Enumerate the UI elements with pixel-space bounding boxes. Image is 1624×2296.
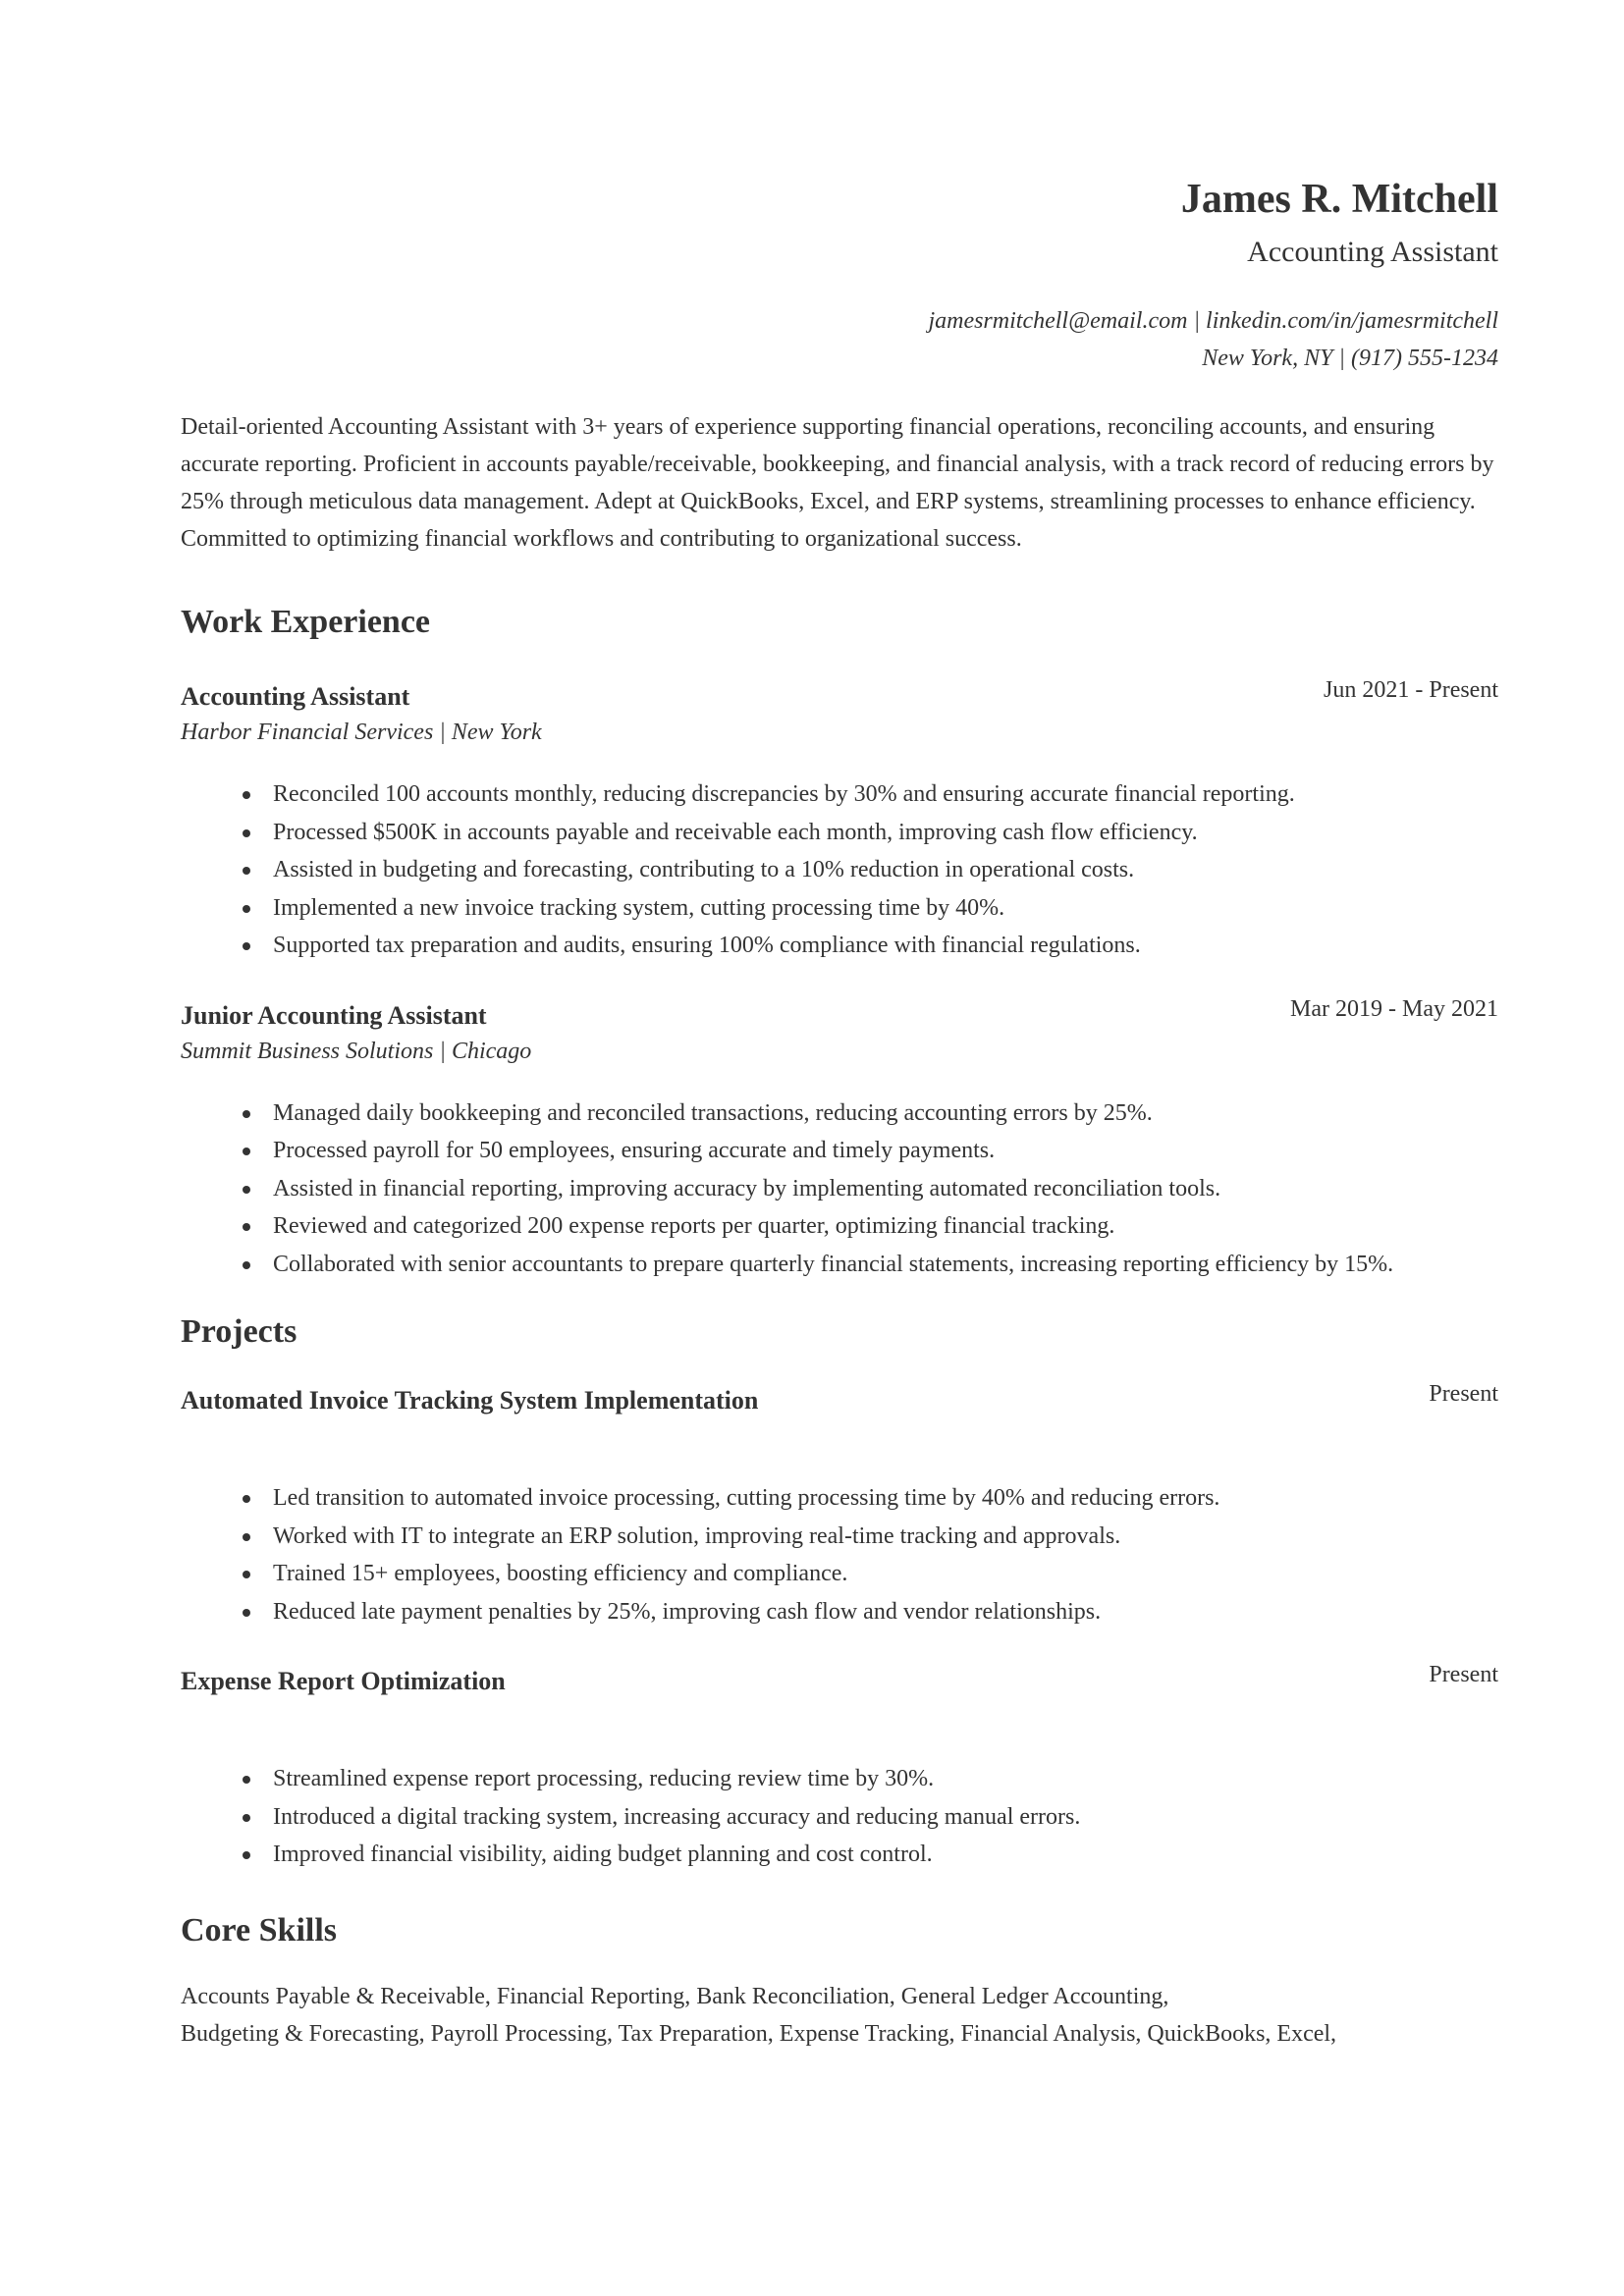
list-item: Streamlined expense report processing, reducing review time by 30%. — [181, 1760, 1498, 1798]
resume-body — [181, 408, 1498, 2053]
project-entry — [181, 1664, 1498, 1874]
project-bullets — [181, 1479, 1498, 1630]
project-bullets — [181, 1760, 1498, 1874]
list-item: Processed payroll for 50 employees, ensuring accurate and timely payments. — [181, 1132, 1498, 1170]
projects-section — [181, 1310, 1498, 1874]
projects-heading: Projects — [181, 1313, 298, 1350]
list-item: Assisted in financial reporting, improving accuracy by implementing automated reconciliation tools. — [181, 1170, 1498, 1208]
candidate-role: Accounting Assistant — [1247, 236, 1498, 268]
list-item: Improved financial visibility, aiding budget planning and cost control. — [181, 1836, 1498, 1874]
project-date: Present — [1429, 1662, 1498, 1687]
list-item: Reviewed and categorized 200 expense reports per quarter, optimizing financial tracking. — [181, 1207, 1498, 1246]
list-item: Collaborated with senior accountants to prepare quarterly financial statements, increasing reporting efficiency by 15%. — [181, 1246, 1498, 1284]
list-item: Implemented a new invoice tracking system, cutting processing time by 40%. — [181, 889, 1498, 928]
job-title: Accounting Assistant — [181, 682, 410, 711]
list-item: Assisted in budgeting and forecasting, contributing to a 10% reduction in operational costs. — [181, 851, 1498, 889]
skills-line: Budgeting & Forecasting, Payroll Processing, Tax Preparation, Expense Tracking, Financial Analysis, QuickBooks, Excel, — [181, 2020, 1337, 2047]
list-item: Processed $500K in accounts payable and receivable each month, improving cash flow efficiency. — [181, 814, 1498, 852]
list-item: Reconciled 100 accounts monthly, reducing discrepancies by 30% and ensuring accurate financial reporting. — [181, 775, 1498, 814]
job-date: Mar 2019 - May 2021 — [1290, 995, 1498, 1022]
job-title: Junior Accounting Assistant — [181, 1000, 487, 1030]
contact-location-phone: New York, NY | (917) 555-1234 — [1202, 346, 1498, 371]
list-item: Reduced late payment penalties by 25%, improving cash flow and vendor relationships. — [181, 1593, 1498, 1631]
project-date: Present — [1429, 1381, 1498, 1407]
project-entry — [181, 1383, 1498, 1630]
job-date: Jun 2021 - Present — [1324, 677, 1498, 703]
job-company: Harbor Financial Services | New York — [181, 720, 542, 745]
professional-summary: Detail-oriented Accounting Assistant with 3+ years of experience supporting financial operations, reconciling accounts, and ensuring accurate reporting. Proficient in accounts payable/receivable, bookkeeping, and financial analysis, with a track record of reducing errors by 25% through meticulous data management. Adept at QuickBooks, Excel, and ERP systems, streamlining processes to enhance efficiency. Committed to optimizing financial workflows and contributing to organizational success. — [181, 414, 1494, 552]
project-title: Automated Invoice Tracking System Implementation — [181, 1386, 759, 1415]
work-experience-section — [181, 601, 1498, 1283]
list-item: Trained 15+ employees, boosting efficiency and compliance. — [181, 1555, 1498, 1593]
work-experience-heading: Work Experience — [181, 604, 431, 640]
job-entry — [181, 679, 1498, 965]
list-item: Supported tax preparation and audits, ensuring 100% compliance with financial regulations. — [181, 927, 1498, 965]
skills-line: Accounts Payable & Receivable, Financial Reporting, Bank Reconciliation, General Ledger Accounting, — [181, 1983, 1169, 2009]
candidate-name: James R. Mitchell — [1180, 177, 1498, 222]
list-item: Managed daily bookkeeping and reconciled transactions, reducing accounting errors by 25%. — [181, 1095, 1498, 1133]
job-company: Summit Business Solutions | Chicago — [181, 1038, 532, 1064]
core-skills-heading: Core Skills — [181, 1911, 338, 1949]
job-entry — [181, 995, 1498, 1284]
project-title: Expense Report Optimization — [181, 1667, 506, 1695]
job-bullets — [181, 775, 1498, 965]
resume-header — [320, 175, 1498, 377]
core-skills-section — [181, 1909, 1498, 2053]
job-bullets — [181, 1095, 1498, 1284]
contact-email-linkedin: jamesrmitchell@email.com | linkedin.com/in/jamesrmitchell — [928, 308, 1498, 334]
list-item: Worked with IT to integrate an ERP solution, improving real-time tracking and approvals. — [181, 1518, 1498, 1556]
list-item: Introduced a digital tracking system, increasing accuracy and reducing manual errors. — [181, 1798, 1498, 1837]
list-item: Led transition to automated invoice processing, cutting processing time by 40% and reducing errors. — [181, 1479, 1498, 1518]
